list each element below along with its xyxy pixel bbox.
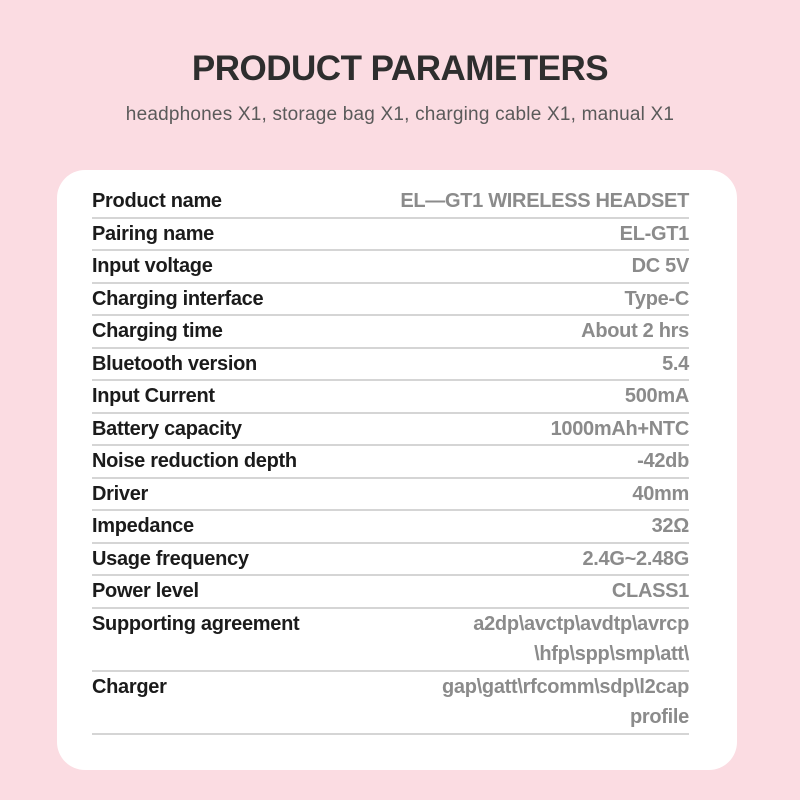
package-contents-subtitle: headphones X1, storage bag X1, charging cable X1, manual X1 (125, 103, 675, 125)
table-row (92, 672, 689, 735)
spec-value (625, 284, 690, 315)
spec-value (632, 251, 689, 282)
spec-value-line: 32Ω (651, 515, 689, 537)
spec-label: Product name (92, 190, 222, 212)
page-title: PRODUCT PARAMETERS (191, 49, 609, 88)
spec-label: Supporting agreement (92, 612, 300, 635)
spec-label: Input Current (92, 385, 215, 407)
table-row (92, 479, 689, 512)
spec-value-line: 500mA (624, 385, 689, 407)
spec-label: Charger (92, 675, 167, 698)
spec-value-line: a2dp\avctp\avdtp\avrcp (473, 612, 689, 635)
spec-label: Pairing name (92, 222, 214, 245)
spec-value (652, 511, 689, 542)
spec-value (581, 316, 689, 347)
spec-value (473, 609, 689, 670)
table-row (92, 219, 689, 252)
table-row (92, 316, 689, 349)
table-row (92, 576, 689, 609)
spec-value-line: About 2 hrs (581, 320, 689, 342)
table-row (92, 251, 689, 284)
spec-value-line: 5.4 (662, 352, 689, 375)
spec-label: Battery capacity (92, 417, 242, 440)
table-row (92, 446, 689, 479)
spec-value (625, 381, 689, 412)
spec-value (662, 349, 689, 380)
spec-value (400, 186, 689, 217)
spec-value (551, 414, 689, 445)
spec-value-line: gap\gatt\rfcomm\sdp\l2cap (442, 675, 689, 698)
table-row (92, 544, 689, 577)
spec-label: Noise reduction depth (92, 450, 297, 472)
spec-value-line: 40mm (632, 482, 689, 505)
spec-label: Input voltage (92, 255, 213, 277)
page-header (0, 0, 800, 126)
table-row (92, 414, 689, 447)
spec-value-line: \hfp\spp\smp\att\ (534, 643, 689, 665)
spec-card (57, 170, 737, 770)
table-row (92, 284, 689, 317)
spec-value-line: -42db (637, 450, 689, 472)
table-row (92, 511, 689, 544)
spec-label: Charging interface (92, 287, 264, 310)
spec-label: Impedance (92, 515, 194, 537)
table-row (92, 381, 689, 414)
spec-value-line: profile (629, 706, 689, 728)
spec-value-line: Type-C (624, 287, 689, 310)
spec-value-line: 1000mAh+NTC (550, 417, 689, 440)
spec-value (612, 576, 689, 607)
table-row (92, 186, 689, 219)
spec-value (442, 672, 689, 733)
table-row (92, 349, 689, 382)
spec-value (632, 479, 689, 510)
spec-value (582, 544, 689, 575)
spec-value-line: DC 5V (631, 255, 689, 277)
spec-value-line: 2.4G~2.48G (582, 547, 689, 570)
spec-value-line: CLASS1 (611, 580, 689, 602)
spec-label: Driver (92, 482, 149, 505)
spec-label: Charging time (92, 320, 223, 342)
spec-table (92, 186, 689, 735)
spec-value-line: EL—GT1 WIRELESS HEADSET (400, 190, 689, 212)
spec-value (620, 219, 689, 250)
spec-label: Power level (92, 580, 199, 602)
table-row (92, 609, 689, 672)
spec-label: Bluetooth version (92, 352, 257, 375)
spec-value-line: EL-GT1 (619, 222, 689, 245)
spec-value (637, 446, 689, 477)
spec-label: Usage frequency (92, 547, 249, 570)
